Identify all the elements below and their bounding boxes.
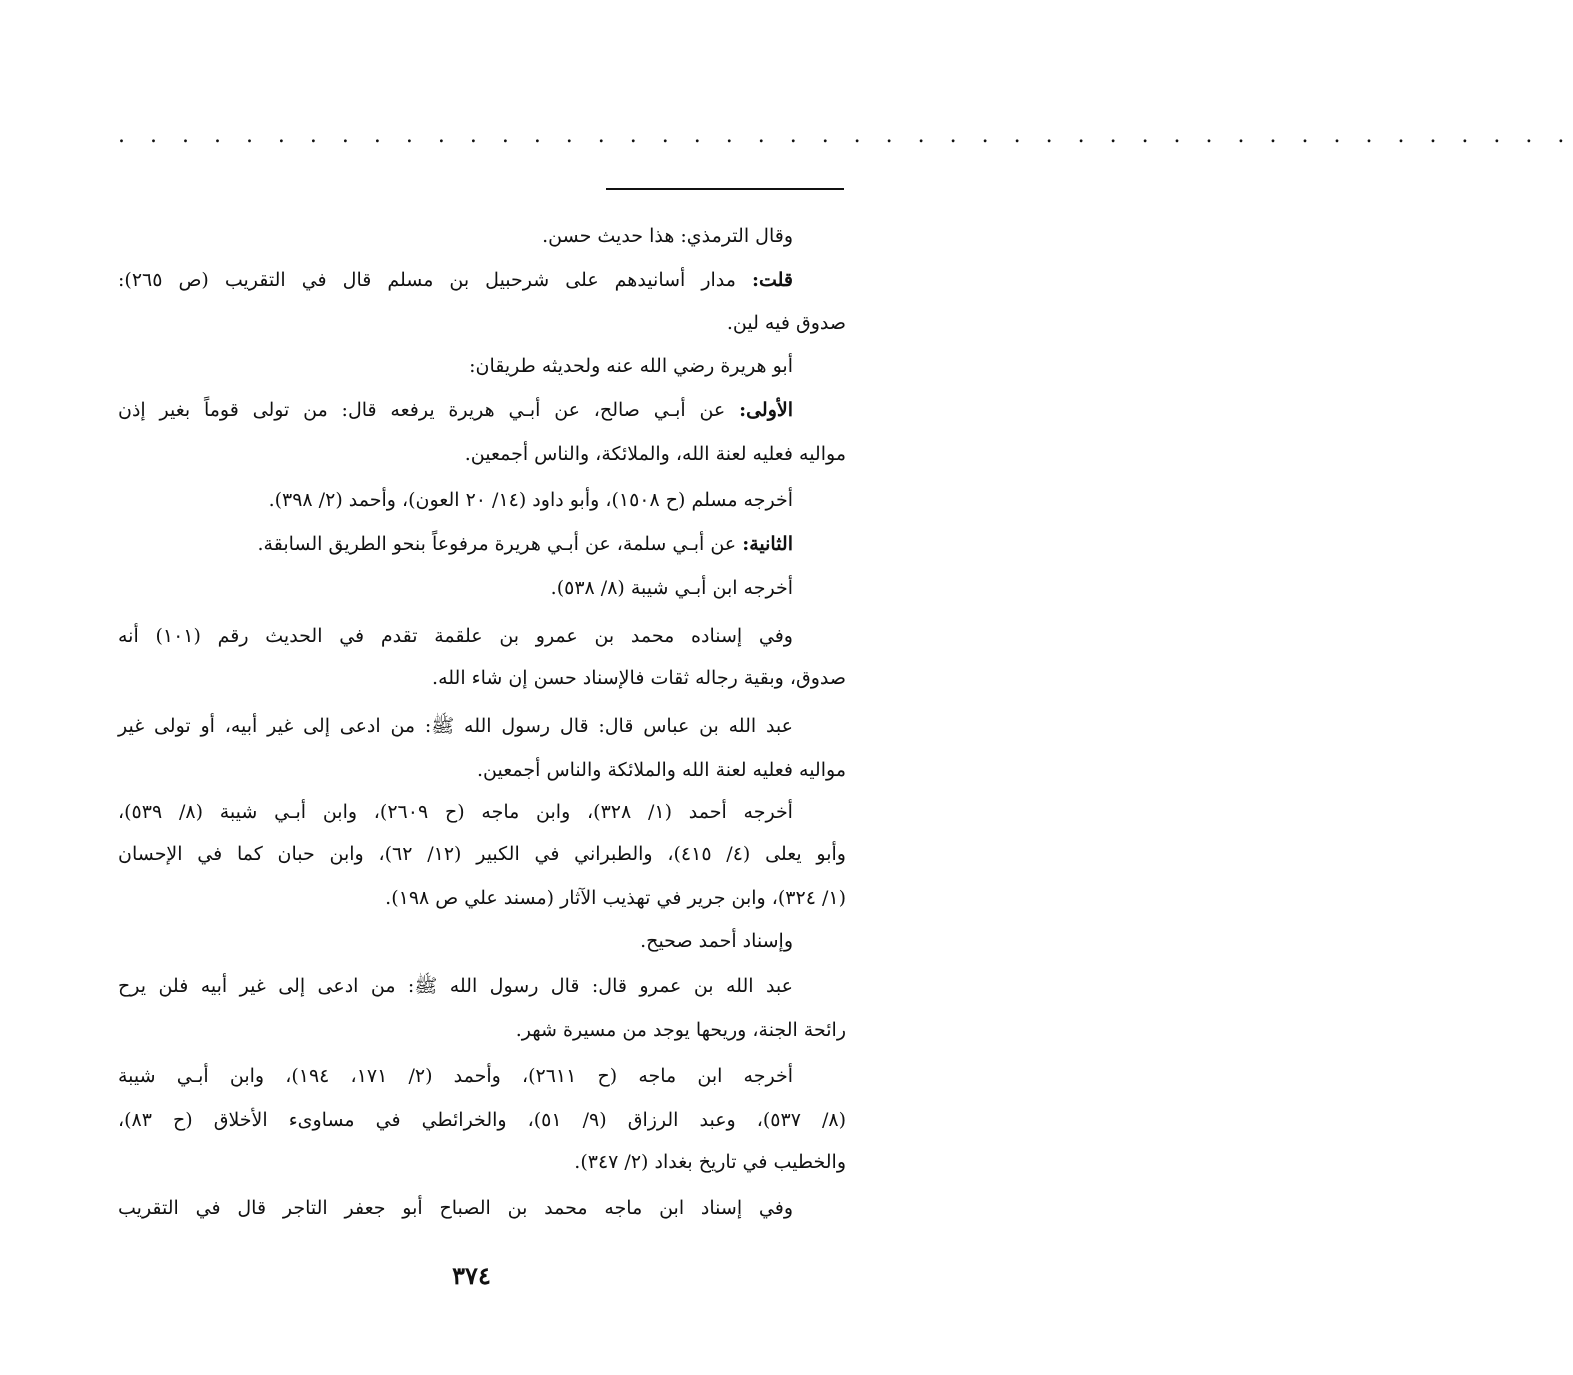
text-line: وفي إسناد ابن ماجه محمد بن الصباح أبو جعفر التاجر قال في التقريب bbox=[118, 1197, 793, 1219]
text-line: الثانية: عن أبـي سلمة، عن أبـي هريرة مرفوعاً بنحو الطريق السابقة. bbox=[257, 533, 793, 555]
text-line: (٨/ ٥٣٧)، وعبد الرزاق (٩/ ٥١)، والخرائطي في مساوىء الأخلاق (ح ٨٣)، bbox=[118, 1109, 847, 1131]
text-line: (١/ ٣٢٤)، وابن جرير في تهذيب الآثار (مسند علي ص ١٩٨). bbox=[385, 887, 846, 909]
text-line: مواليه فعليه لعنة الله، والملائكة، والناس أجمعين. bbox=[464, 443, 846, 465]
separator-dots: . . . . . . . . . . . . . . . . . . . . . . . . . . . . . . . . . . . . . . . . . . . . . . bbox=[118, 123, 1573, 148]
text-line: عبد الله بن عباس قال: قال رسول الله ﷺ: من ادعى إلى غير أبيه، أو تولى غير bbox=[118, 715, 793, 737]
text-line: رائحة الجنة، وريحها يوجد من مسيرة شهر. bbox=[515, 1019, 846, 1041]
text-line: أخرجه ابن ماجه (ح ٢٦١١)، وأحمد (٢/ ١٧١، ١٩٤)، وابن أبـي شيبة bbox=[118, 1065, 794, 1087]
text-line: والخطيب في تاريخ بغداد (٢/ ٣٤٧). bbox=[574, 1151, 846, 1173]
text-line: مواليه فعليه لعنة الله والملائكة والناس أجمعين. bbox=[477, 759, 846, 781]
text-line: أخرجه ابن أبـي شيبة (٨/ ٥٣٨). bbox=[550, 577, 793, 599]
text-line: صدوق، وبقية رجاله ثقات فالإسناد حسن إن شاء الله. bbox=[432, 667, 846, 689]
text-line: الأولى: عن أبـي صالح، عن أبـي هريرة يرفعه قال: من تولى قوماً بغير إذن bbox=[118, 399, 793, 421]
text-line: عبد الله بن عمرو قال: قال رسول الله ﷺ: من ادعى إلى غير أبيه فلن يرح bbox=[118, 975, 793, 997]
text-line: وقال الترمذي: هذا حديث حسن. bbox=[542, 225, 793, 247]
text-line: أخرجه أحمد (١/ ٣٢٨)، وابن ماجه (ح ٢٦٠٩)، وابن أبـي شيبة (٨/ ٥٣٩)، bbox=[118, 801, 793, 823]
text-line: قلت: مدار أسانيدهم على شرحبيل بن مسلم قال في التقريب (ص ٢٦٥): bbox=[118, 269, 793, 291]
text-line: أخرجه مسلم (ح ١٥٠٨)، وأبو داود (١٤/ ٢٠ العون)، وأحمد (٢/ ٣٩٨). bbox=[268, 489, 793, 511]
text-line: صدوق فيه لين. bbox=[726, 312, 846, 334]
text-line: أبو هريرة رضي الله عنه ولحديثه طريقان: bbox=[469, 355, 793, 377]
text-line: وإسناد أحمد صحيح. bbox=[640, 930, 793, 952]
text-line: وفي إسناده محمد بن عمرو بن علقمة تقدم في الحديث رقم (١٠١) أنه bbox=[118, 625, 793, 647]
page-number: ٣٧٤ bbox=[452, 1261, 491, 1290]
text-line: وأبو يعلى (٤/ ٤١٥)، والطبراني في الكبير (١٢/ ٦٢)، وابن حبان كما في الإحسان bbox=[118, 843, 846, 865]
